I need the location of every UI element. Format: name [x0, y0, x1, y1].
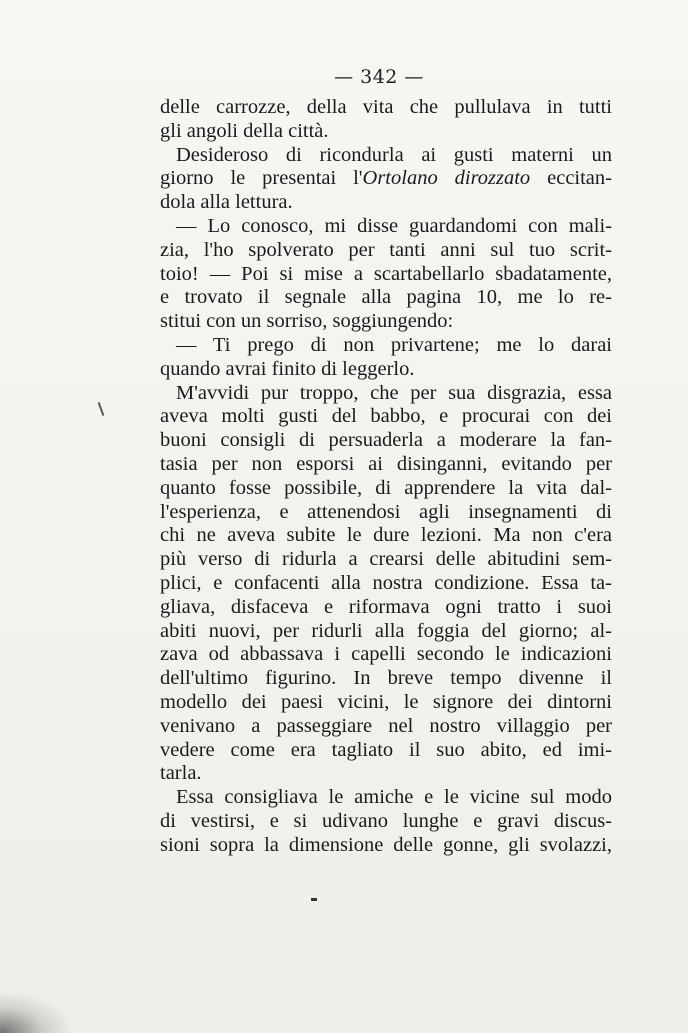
- text-segment: tasia per non esporsi ai disinganni, evitando per: [160, 452, 612, 475]
- text-line: [160, 501, 612, 525]
- text-line: [160, 667, 612, 691]
- text-segment: più verso di ridurla a crearsi delle abitudini sem-: [160, 548, 612, 571]
- text-segment: gli angoli della città.: [160, 119, 329, 142]
- text-line: [160, 524, 612, 548]
- text-line: [160, 239, 612, 263]
- text-line: [160, 191, 612, 215]
- text-segment: — Ti prego di non privartene; me lo darai: [176, 333, 612, 356]
- text-segment: e trovato il segnale alla pagina 10, me lo re-: [160, 286, 612, 309]
- text-segment: vedere come era tagliato il suo abito, ed imi-: [160, 738, 612, 761]
- margin-mark: [98, 402, 105, 416]
- text-segment: stitui con un sorriso, soggiungendo:: [160, 310, 454, 333]
- text-line: [160, 263, 612, 287]
- text-line: [160, 167, 612, 191]
- text-line: [160, 834, 612, 858]
- text-segment: di vestirsi, e si udivano lunghe e gravi discus-: [160, 809, 612, 832]
- text-segment: abiti nuovi, per ridurli alla foggia del giorno; al-: [160, 619, 612, 642]
- text-segment: zava od abbassava i capelli secondo le indicazioni: [160, 643, 612, 666]
- book-title-italic: Ortolano dirozzato: [362, 167, 531, 190]
- text-segment: — Lo conosco, mi disse guardandomi con mali-: [176, 214, 612, 237]
- text-segment: zia, l'ho spolverato per tanti anni sul tuo scrit-: [160, 238, 612, 261]
- text-line: [160, 596, 612, 620]
- text-line: [160, 429, 612, 453]
- text-line: [160, 477, 612, 501]
- text-line: [160, 310, 612, 334]
- page-number: — 342 —: [334, 66, 424, 88]
- text-segment: aveva molti gusti del babbo, e procurai con dei: [160, 405, 612, 428]
- text-segment: giorno le presentai l': [160, 167, 363, 190]
- text-segment: quando avrai finito di leggerlo.: [160, 357, 415, 380]
- text-line: [160, 96, 612, 120]
- text-segment: gliava, disfaceva e riformava ogni tratto i suoi: [160, 595, 612, 618]
- text-line: [160, 120, 612, 144]
- text-line: [160, 810, 612, 834]
- text-segment: Essa consigliava le amiche e le vicine sul modo: [176, 786, 612, 809]
- text-line: [160, 144, 612, 168]
- text-segment: M'avvidi pur troppo, che per sua disgrazia, essa: [176, 381, 612, 404]
- text-line: [160, 548, 612, 572]
- text-segment: dell'ultimo figurino. In breve tempo divenne il: [160, 667, 612, 690]
- text-segment: dola alla lettura.: [160, 191, 293, 214]
- text-line: [160, 286, 612, 310]
- page-corner-shadow: [0, 993, 70, 1033]
- text-line: [160, 691, 612, 715]
- text-segment: chi ne aveva subite le dure lezioni. Ma non c'era: [160, 524, 612, 547]
- text-segment: quanto fosse possibile, di apprendere la vita dal-: [160, 476, 612, 499]
- body-text: [160, 96, 612, 858]
- text-line: [160, 786, 612, 810]
- text-line: [160, 334, 612, 358]
- ink-speck: [311, 898, 317, 901]
- text-line: [160, 358, 612, 382]
- text-segment: plici, e confacenti alla nostra condizione. Essa ta-: [160, 571, 612, 594]
- text-segment: venivano a passeggiare nel nostro villaggio per: [160, 714, 612, 737]
- text-line: [160, 715, 612, 739]
- text-line: [160, 572, 612, 596]
- text-segment: Desideroso di ricondurla ai gusti materni un: [176, 143, 612, 166]
- text-segment: eccitan-: [530, 167, 612, 190]
- text-line: [160, 739, 612, 763]
- text-segment: sioni sopra la dimensione delle gonne, gli svolazzi,: [160, 833, 612, 856]
- text-segment: toio! — Poi si mise a scartabellarlo sbadatamente,: [160, 262, 612, 285]
- text-segment: l'esperienza, e attenendosi agli insegnamenti di: [160, 500, 612, 523]
- text-line: [160, 453, 612, 477]
- text-line: [160, 405, 612, 429]
- text-line: [160, 643, 612, 667]
- text-segment: delle carrozze, della vita che pullulava in tutti: [160, 96, 612, 118]
- text-line: [160, 620, 612, 644]
- text-line: [160, 382, 612, 406]
- text-segment: modello dei paesi vicini, le signore dei dintorni: [160, 690, 612, 713]
- text-segment: buoni consigli di persuaderla a moderare la fan-: [160, 429, 612, 452]
- text-line: [160, 215, 612, 239]
- text-line: [160, 762, 612, 786]
- text-segment: tarla.: [160, 762, 202, 785]
